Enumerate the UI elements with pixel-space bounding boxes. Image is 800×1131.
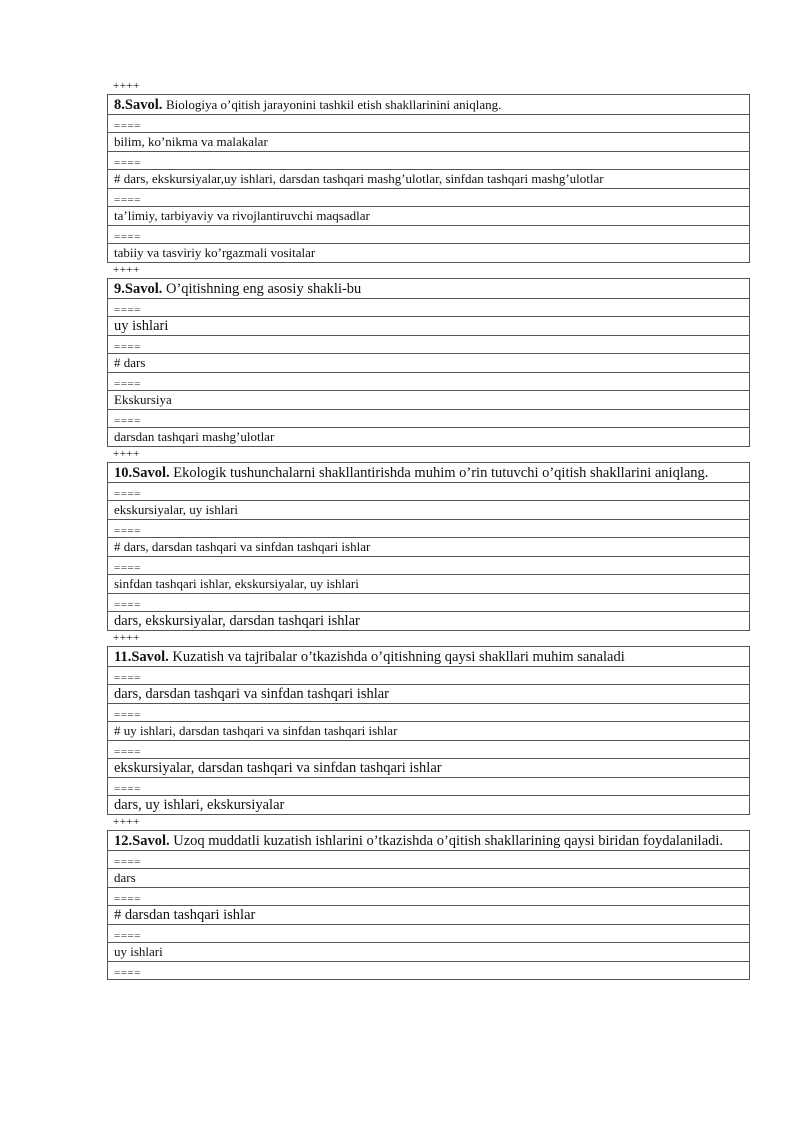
answer-delimiter: ==== — [108, 152, 750, 170]
question-block-12 — [107, 830, 750, 980]
question-title — [108, 95, 750, 115]
answer-option: uy ishlari — [108, 943, 750, 962]
answer-delimiter: ==== — [108, 299, 750, 317]
answer-option-correct: # uy ishlari, darsdan tashqari va sinfdan tashqari ishlar — [108, 722, 750, 741]
answer-option: dars — [108, 869, 750, 888]
answer-option: uy ishlari — [108, 317, 750, 336]
answer-option: ekskursiyalar, uy ishlari — [108, 501, 750, 520]
answer-option: dars, darsdan tashqari va sinfdan tashqari ishlar — [108, 685, 750, 704]
answer-delimiter: ==== — [108, 557, 750, 575]
question-separator: ++++ — [113, 264, 140, 276]
question-text: O’qitishning eng asosiy shakli-bu — [165, 281, 362, 297]
test-document — [107, 79, 750, 980]
answer-option: ta’limiy, tarbiyaviy va rivojlantiruvchi maqsadlar — [108, 207, 750, 226]
question-separator: ++++ — [113, 632, 140, 644]
answer-option: dars, ekskursiyalar, darsdan tashqari ishlar — [108, 612, 750, 631]
answer-option: bilim, ko’nikma va malakalar — [108, 133, 750, 152]
question-block-11 — [107, 646, 750, 815]
question-block-9 — [107, 278, 750, 447]
question-text: Ekologik tushunchalarni shakllantirishda muhim o’rin tutuvchi o’qitish shakllarini aniqlang. — [173, 465, 709, 481]
answer-option-correct: # dars — [108, 354, 750, 373]
answer-delimiter: ==== — [108, 410, 750, 428]
answer-delimiter: ==== — [108, 925, 750, 943]
answer-delimiter: ==== — [108, 373, 750, 391]
question-title — [108, 647, 750, 667]
answer-delimiter: ==== — [108, 594, 750, 612]
answer-option: darsdan tashqari mashg’ulotlar — [108, 428, 750, 447]
answer-delimiter: ==== — [108, 336, 750, 354]
question-text: Biologiya o’qitish jarayonini tashkil etish shakllarinini aniqlang. — [165, 97, 502, 112]
answer-delimiter: ==== — [108, 520, 750, 538]
answer-delimiter: ==== — [108, 888, 750, 906]
question-separator: ++++ — [113, 80, 140, 92]
question-text: Kuzatish va tajribalar o’tkazishda o’qitishning qaysi shakllari muhim sanaladi — [172, 649, 625, 665]
answer-option: ekskursiyalar, darsdan tashqari va sinfdan tashqari ishlar — [108, 759, 750, 778]
question-separator: ++++ — [113, 816, 140, 828]
answer-delimiter: ==== — [108, 483, 750, 501]
question-separator: ++++ — [113, 448, 140, 460]
answer-delimiter: ==== — [108, 704, 750, 722]
question-label: 8.Savol. — [114, 97, 163, 113]
answer-option: sinfdan tashqari ishlar, ekskursiyalar, uy ishlari — [108, 575, 750, 594]
answer-delimiter: ==== — [108, 667, 750, 685]
question-title — [108, 831, 750, 851]
question-label: 12.Savol. — [114, 833, 170, 849]
answer-option-correct: # dars, ekskursiyalar,uy ishlari, darsdan tashqari mashg’ulotlar, sinfdan tashqari mashg’ulotlar — [108, 170, 750, 189]
question-block-8 — [107, 94, 750, 263]
question-label: 11.Savol. — [114, 649, 169, 665]
answer-option: Ekskursiya — [108, 391, 750, 410]
question-label: 9.Savol. — [114, 281, 163, 297]
question-title — [108, 463, 750, 483]
answer-delimiter: ==== — [108, 189, 750, 207]
answer-delimiter: ==== — [108, 851, 750, 869]
answer-delimiter: ==== — [108, 115, 750, 133]
answer-delimiter: ==== — [108, 962, 750, 980]
answer-delimiter: ==== — [108, 226, 750, 244]
question-block-10 — [107, 462, 750, 631]
answer-option: dars, uy ishlari, ekskursiyalar — [108, 796, 750, 815]
answer-delimiter: ==== — [108, 778, 750, 796]
answer-option-correct: # dars, darsdan tashqari va sinfdan tashqari ishlar — [108, 538, 750, 557]
question-label: 10.Savol. — [114, 465, 170, 481]
answer-option-correct: # darsdan tashqari ishlar — [108, 906, 750, 925]
question-text: Uzoq muddatli kuzatish ishlarini o’tkazishda o’qitish shakllarining qaysi biridan foydalaniladi. — [173, 833, 724, 849]
answer-option: tabiiy va tasviriy ko’rgazmali vositalar — [108, 244, 750, 263]
question-title — [108, 279, 750, 299]
answer-delimiter: ==== — [108, 741, 750, 759]
